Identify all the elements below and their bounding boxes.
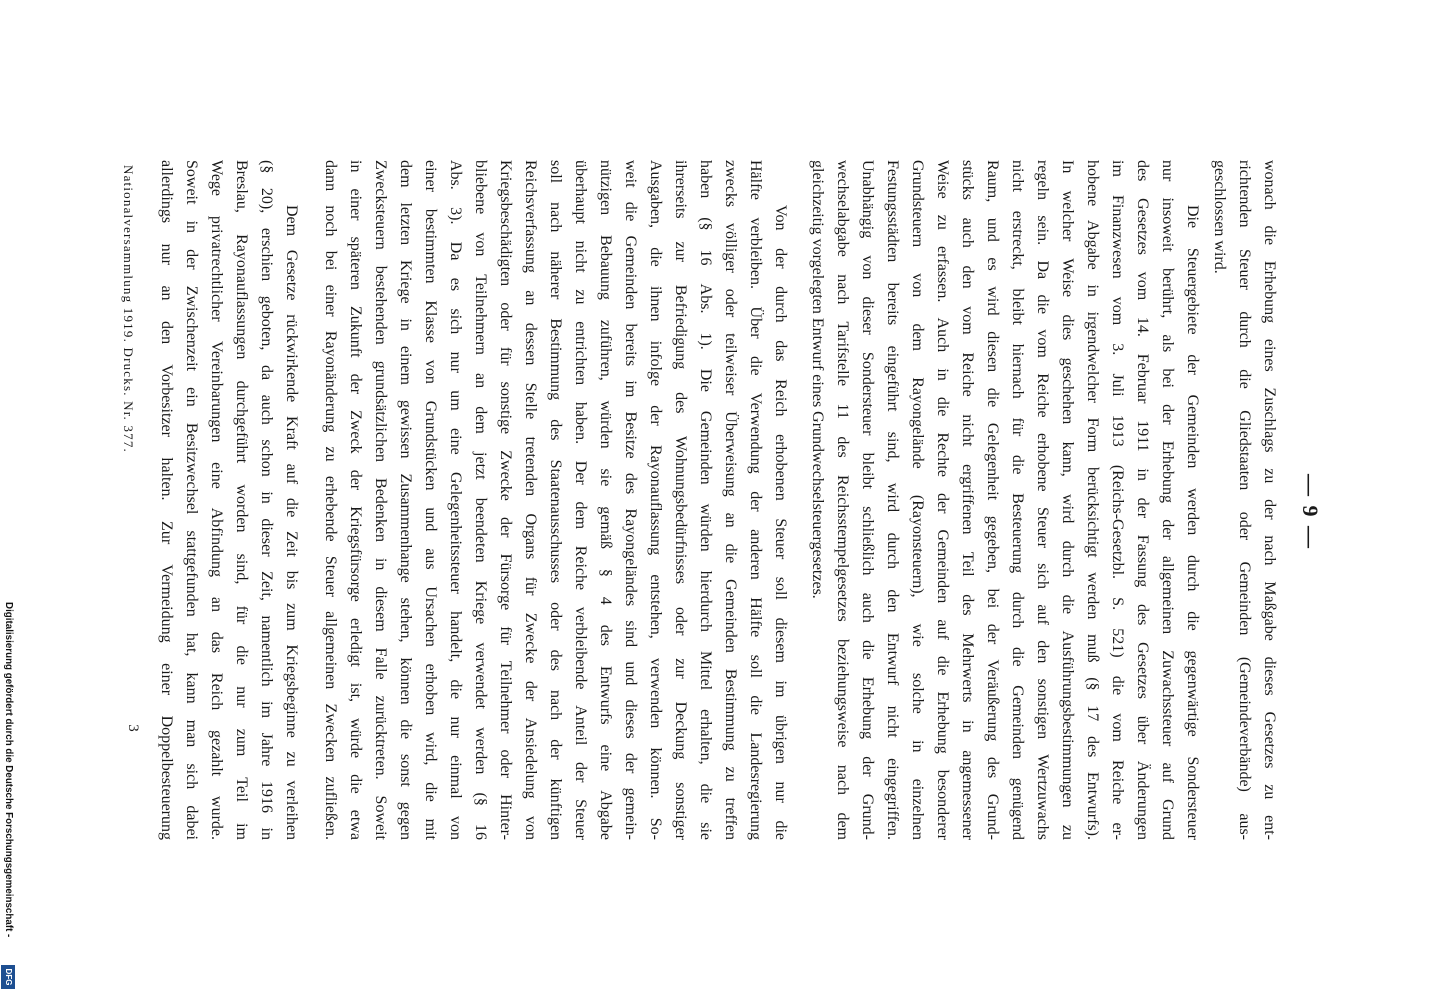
text-line: Von der durch das Reich erhobenen Steuer soll diesem im übrigen nur die bbox=[772, 205, 790, 840]
text-line: nicht erstreckt, bleibt hiernach für die Besteuerung durch die Gemeinden genügend bbox=[1009, 160, 1027, 840]
text-line: Unabhängig von dieser Sondersteuer bleibt schließlich auch die Erhebung der Grund- bbox=[859, 160, 877, 840]
text-line: geschlossen wird. bbox=[1211, 160, 1229, 274]
text-line: Dem Gesetze rückwirkende Kraft auf die Zeit bis zum Kriegsbeginne zu verleihen bbox=[283, 205, 301, 840]
text-line: weit die Gemeinden bereits im Besitze des Rayongeländes sind und dieses der gemein- bbox=[622, 160, 640, 840]
text-line: Hälfte verbleiben. Über die Verwendung der anderen Hälfte soll die Landesregierung bbox=[747, 160, 765, 840]
text-line: nur insoweit berührt, als bei der Erhebung der allgemeinen Zuwachssteuer auf Grund bbox=[1159, 160, 1177, 840]
paragraph bbox=[806, 160, 1206, 840]
text-line: stücks auch den vom Reiche nicht ergriffenen Teil des Mehrwerts in angemessener bbox=[959, 160, 977, 840]
page-body bbox=[155, 160, 1283, 840]
text-line: wonach die Erhebung eines Zuschlags zu der nach Maßgabe dieses Gesetzes zu ent- bbox=[1261, 160, 1279, 840]
text-line: Breslau, Rayonauflassungen durchgeführt worden sind, für die nur zum Teil im bbox=[233, 160, 251, 840]
text-line: wechselabgabe nach Tarifstelle 11 des Reichsstempelgesetzes beziehungsweise nach dem bbox=[834, 160, 852, 840]
text-line: Zwecksteuern bestehenden grundsätzlichen Bedenken in diesem Falle zurücktreten. Soweit bbox=[372, 160, 390, 840]
paragraph bbox=[155, 160, 305, 840]
text-line: Die Steuergebiete der Gemeinden werden durch die gegenwärtige Sondersteuer bbox=[1184, 205, 1202, 840]
text-line: Raum, und es wird diesen die Gelegenheit gegeben, bei der Veräußerung des Grund- bbox=[984, 160, 1002, 840]
text-line: gleichzeitig vorgelegten Entwurf eines Grundwechselsteuergesetzes. bbox=[809, 160, 827, 599]
text-line: überhaupt nicht zu entrichten haben. Der dem Reiche verbleibende Anteil der Steuer bbox=[572, 160, 590, 840]
text-line: Grundsteuern von dem Rayongelände (Rayonsteuern), wie solche in einzelnen bbox=[909, 160, 927, 840]
text-line: einer bestimmten Klasse von Grundstücken und aus Ursachen erhoben wird, die mit bbox=[422, 160, 440, 840]
text-line: des Gesetzes vom 14. Februar 1911 in der Fassung des Gesetzes über Änderungen bbox=[1134, 160, 1152, 840]
text-line: Weise zu erfassen. Auch in die Rechte der Gemeinden auf die Erhebung besonderer bbox=[934, 160, 952, 840]
text-line: regeln sein. Da die vom Reiche erhobene Steuer sich auf den sonstigen Wertzuwachs bbox=[1034, 160, 1052, 840]
text-line: nützigen Bebauung zuführen, würden sie gemäß § 4 des Entwurfs eine Abgabe bbox=[597, 160, 615, 840]
text-line: hobene Abgabe in irgendwelcher Form berücksichtigt werden muß (§ 17 des Entwurfs). bbox=[1084, 160, 1102, 840]
text-line: Reichsverfassung an dessen Stelle tretenden Organs für Zwecke der Ansiedelung von bbox=[522, 160, 540, 840]
text-line: Soweit in der Zwischenzeit ein Besitzwechsel stattgefunden hat, kann man sich dabei bbox=[183, 160, 201, 840]
text-line: Abs. 3). Da es sich nur um eine Gelegenheitssteuer handelt, die nur einmal von bbox=[447, 160, 465, 840]
text-line: in einer späteren Zukunft der Zweck der Kriegsfürsorge erledigt ist, würde die etwa bbox=[347, 160, 365, 840]
page-number: — 9 — bbox=[1298, 474, 1323, 550]
text-line: Ausgaben, die ihnen infolge der Rayonauflassung entstehen, verwenden können. So- bbox=[647, 160, 665, 840]
text-line: bliebene von Teilnehmern an dem jetzt beendeten Kriege verwendet werden (§ 16 bbox=[472, 160, 490, 840]
text-line: Kriegsbeschädigten oder für sonstige Zwecke der Fürsorge für Teilnehmer oder Hinter- bbox=[497, 160, 515, 840]
text-line: Wege privatrechtlicher Vereinbarungen eine Abfindung an das Reich gezahlt wurde. bbox=[208, 160, 226, 840]
signature-mark: 3 bbox=[125, 724, 141, 732]
text-line: zwecks völliger oder teilweiser Überweisung an die Gemeinden Bestimmung zu treffen bbox=[722, 160, 740, 840]
text-line: ihrerseits zur Befriedigung des Wohnungsbedürfnisses oder zur Deckung sonstiger bbox=[672, 160, 690, 840]
digitization-credit: Digitalisierung gefördert durch die Deutsche Forschungsgemeinschaft - bbox=[3, 602, 14, 938]
text-line: (§ 20), erschien geboten, da auch schon in dieser Zeit, namentlich im Jahre 1916 in bbox=[258, 160, 276, 840]
text-line: dem letzten Kriege in einem gewissen Zusammenhange stehen, können die sonst gegen bbox=[397, 160, 415, 840]
paragraph bbox=[1208, 160, 1283, 840]
text-line: im Finanzwesen vom 3. Juli 1913 (Reichs-Gesetzbl. S. 521) die vom Reiche er- bbox=[1109, 160, 1127, 840]
text-line: In welcher Weise dies geschehen kann, wird durch die Ausführungsbestimmungen zu bbox=[1059, 160, 1077, 840]
text-line: richtenden Steuer durch die Gliedstaaten oder Gemeinden (Gemeindeverbände) aus- bbox=[1236, 160, 1254, 840]
dfg-logo-icon: DFG bbox=[1, 965, 15, 989]
text-line: haben (§ 16 Abs. 1). Die Gemeinden würden hierdurch Mittel erhalten, die sie bbox=[697, 160, 715, 840]
text-line: dann noch bei einer Rayonänderung zu erhebende Steuer allgemeinen Zwecken zufließen. bbox=[322, 160, 340, 840]
text-line: allerdings nur an den Vorbesitzer halten. Zur Vermeidung einer Doppelbesteuerung bbox=[158, 160, 176, 840]
paragraph bbox=[319, 160, 794, 840]
text-line: soll nach näherer Bestimmung des Staatenausschusses oder des nach der künftigen bbox=[547, 160, 565, 840]
text-line: Festungsstädten bereits eingeführt sind, wird durch den Entwurf nicht eingegriffen. bbox=[884, 160, 902, 840]
print-imprint: Nationalversammlung 1919. Drucks. Nr. 377. bbox=[121, 165, 136, 453]
